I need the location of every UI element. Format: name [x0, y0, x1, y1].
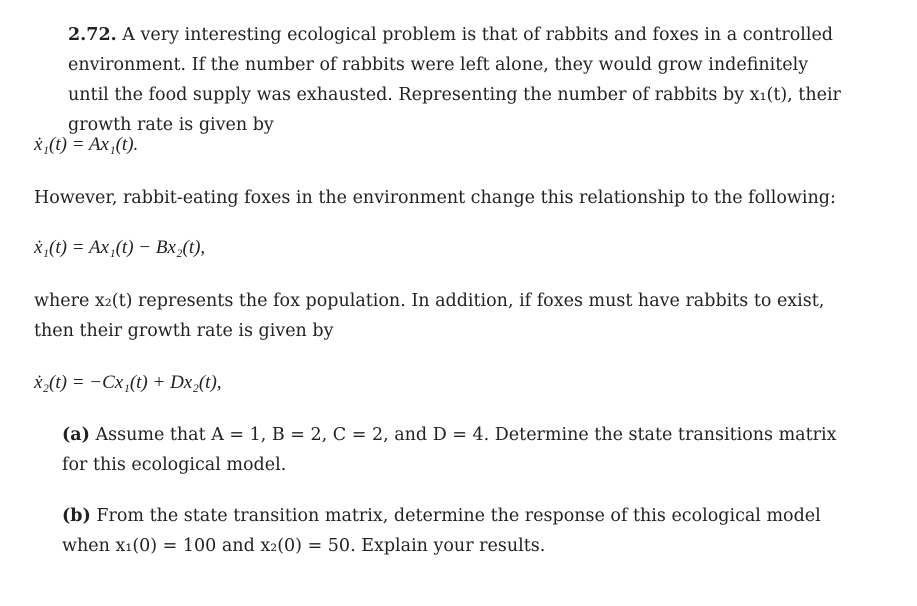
equation-rabbit-growth: ẋ₁(t) = Ax₁(t). — [34, 134, 139, 155]
part-a — [62, 420, 862, 480]
equation-fox-growth: ẋ₂(t) = −Cx₁(t) + Dx₂(t), — [34, 372, 222, 393]
part-a-text: Assume that A = 1, B = 2, C = 2, and D = 4. Determine the state transitions matrix for this ecological model. — [62, 425, 837, 475]
problem-intro — [68, 20, 848, 140]
equation-rabbit-with-foxes: ẋ₁(t) = Ax₁(t) − Bx₂(t), — [34, 237, 206, 258]
part-a-label: (a) — [62, 425, 90, 445]
problem-intro-text: A very interesting ecological problem is that of rabbits and foxes in a controlled environment. If the number of rabbits were left alone, they would grow indefinitely until the food supply was exhausted. Representing the number of rabbits by x₁(t), their growth rate is given by — [68, 25, 841, 135]
part-b-label: (b) — [62, 506, 91, 526]
part-b-text: From the state transition matrix, determine the response of this ecological model when x₁(0) = 100 and x₂(0) = 50. Explain your results. — [62, 506, 821, 556]
part-b — [62, 501, 862, 561]
paragraph-fox-population: where x₂(t) represents the fox population. In addition, if foxes must have rabbits to exist, then their growth rate is given by — [34, 291, 825, 341]
problem-number: 2.72. — [68, 25, 117, 45]
paragraph-foxes: However, rabbit-eating foxes in the environment change this relationship to the following: — [34, 188, 836, 208]
